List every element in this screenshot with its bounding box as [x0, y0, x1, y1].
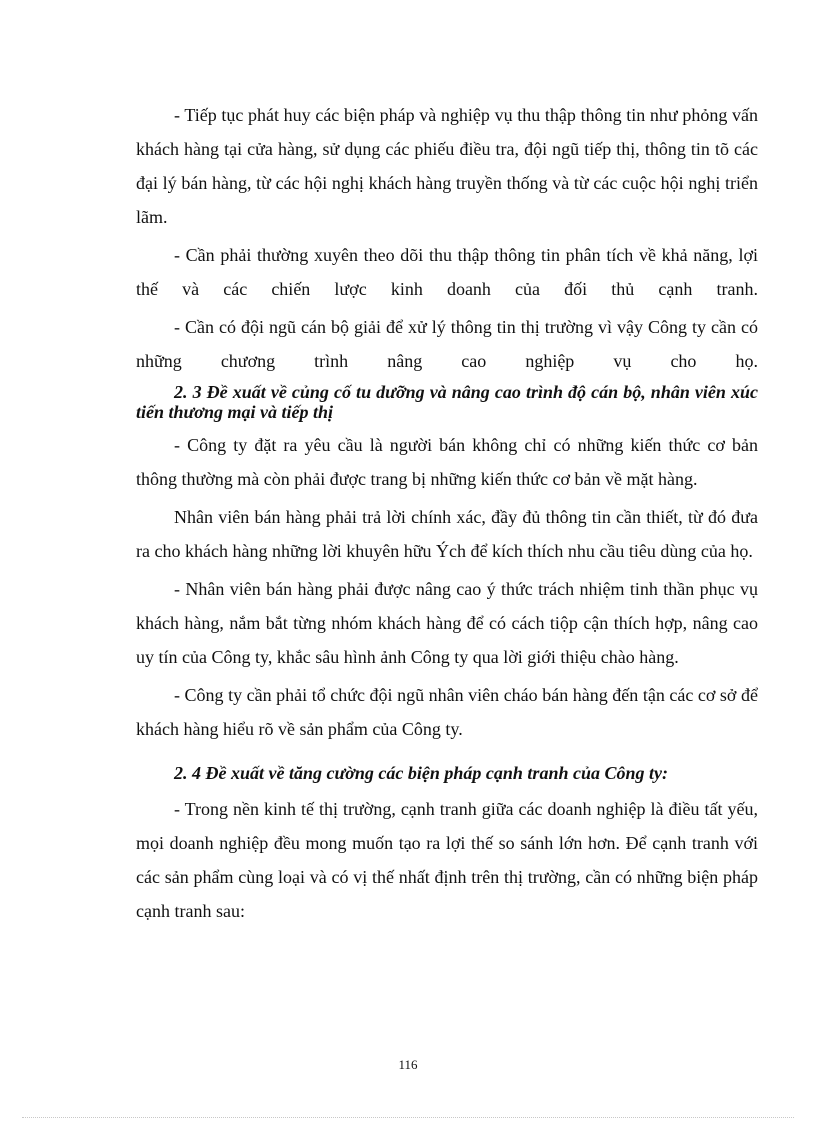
- paragraph-staff-training: - Cần có đội ngũ cán bộ giải để xử lý thông tin thị trường vì vậy Công ty cần có những chương trình nâng cao nghiệp vụ cho họ.: [136, 317, 758, 371]
- paragraph-seller-knowledge: - Công ty đặt ra yêu cầu là người bán không chỉ có những kiến thức cơ bản thông thường mà còn phải được trang bị những kiến thức cơ bản về mặt hàng.: [136, 435, 758, 489]
- paragraph-information-gathering: - Tiếp tục phát huy các biện pháp và nghiệp vụ thu thập thông tin như phỏng vấn khách hàng tại cửa hàng, sử dụng các phiếu điều tra, đội ngũ tiếp thị, thông tin tõ các đại lý bán hàng, từ các hội nghị khách hàng truyền thống và từ các cuộc hội nghị triển lãm.: [136, 105, 758, 227]
- section-heading-2-3: 2. 3 Đề xuất về củng cố tu dưỡng và nâng cao trình độ cán bộ, nhân viên xúc tiến thương mại và tiếp thị: [136, 382, 758, 422]
- paragraph-competitor-monitoring: - Cần phải thường xuyên theo dõi thu thập thông tin phân tích về khả năng, lợi thế và các chiến lược kinh doanh của đối thủ cạnh tranh.: [136, 245, 758, 299]
- paragraph-sales-answers: Nhân viên bán hàng phải trả lời chính xác, đầy đủ thông tin cần thiết, từ đó đưa ra cho khách hàng những lời khuyên hữu Ých để kích thích nhu cầu tiêu dùng của họ.: [136, 507, 758, 561]
- paragraph-responsibility: - Nhân viên bán hàng phải được nâng cao ý thức trách nhiệm tinh thần phục vụ khách hàng, nắm bắt từng nhóm khách hàng để có cách tiộp cận thích hợp, nâng cao uy tín của Công ty, khắc sâu hình ảnh Công ty qua lời giới thiệu chào hàng.: [136, 579, 758, 667]
- page-number: 116: [398, 1057, 418, 1072]
- section-heading-2-4: 2. 4 Đề xuất về tăng cường các biện pháp cạnh tranh của Công ty:: [174, 763, 668, 783]
- paragraph-sales-team: - Công ty cần phải tổ chức đội ngũ nhân viên cháo bán hàng đến tận các cơ sở để khách hàng hiểu rõ về sản phẩm của Công ty.: [136, 685, 758, 739]
- paragraph-competition: - Trong nền kinh tế thị trường, cạnh tranh giữa các doanh nghiệp là điều tất yếu, mọi doanh nghiệp đều mong muốn tạo ra lợi thế so sánh lớn hơn. Để cạnh tranh với các sản phẩm cùng loại và có vị thế nhất định trên thị trường, cần có những biện pháp cạnh tranh sau:: [136, 799, 758, 921]
- page-bottom-divider: [22, 1117, 794, 1118]
- page-body: [136, 98, 758, 932]
